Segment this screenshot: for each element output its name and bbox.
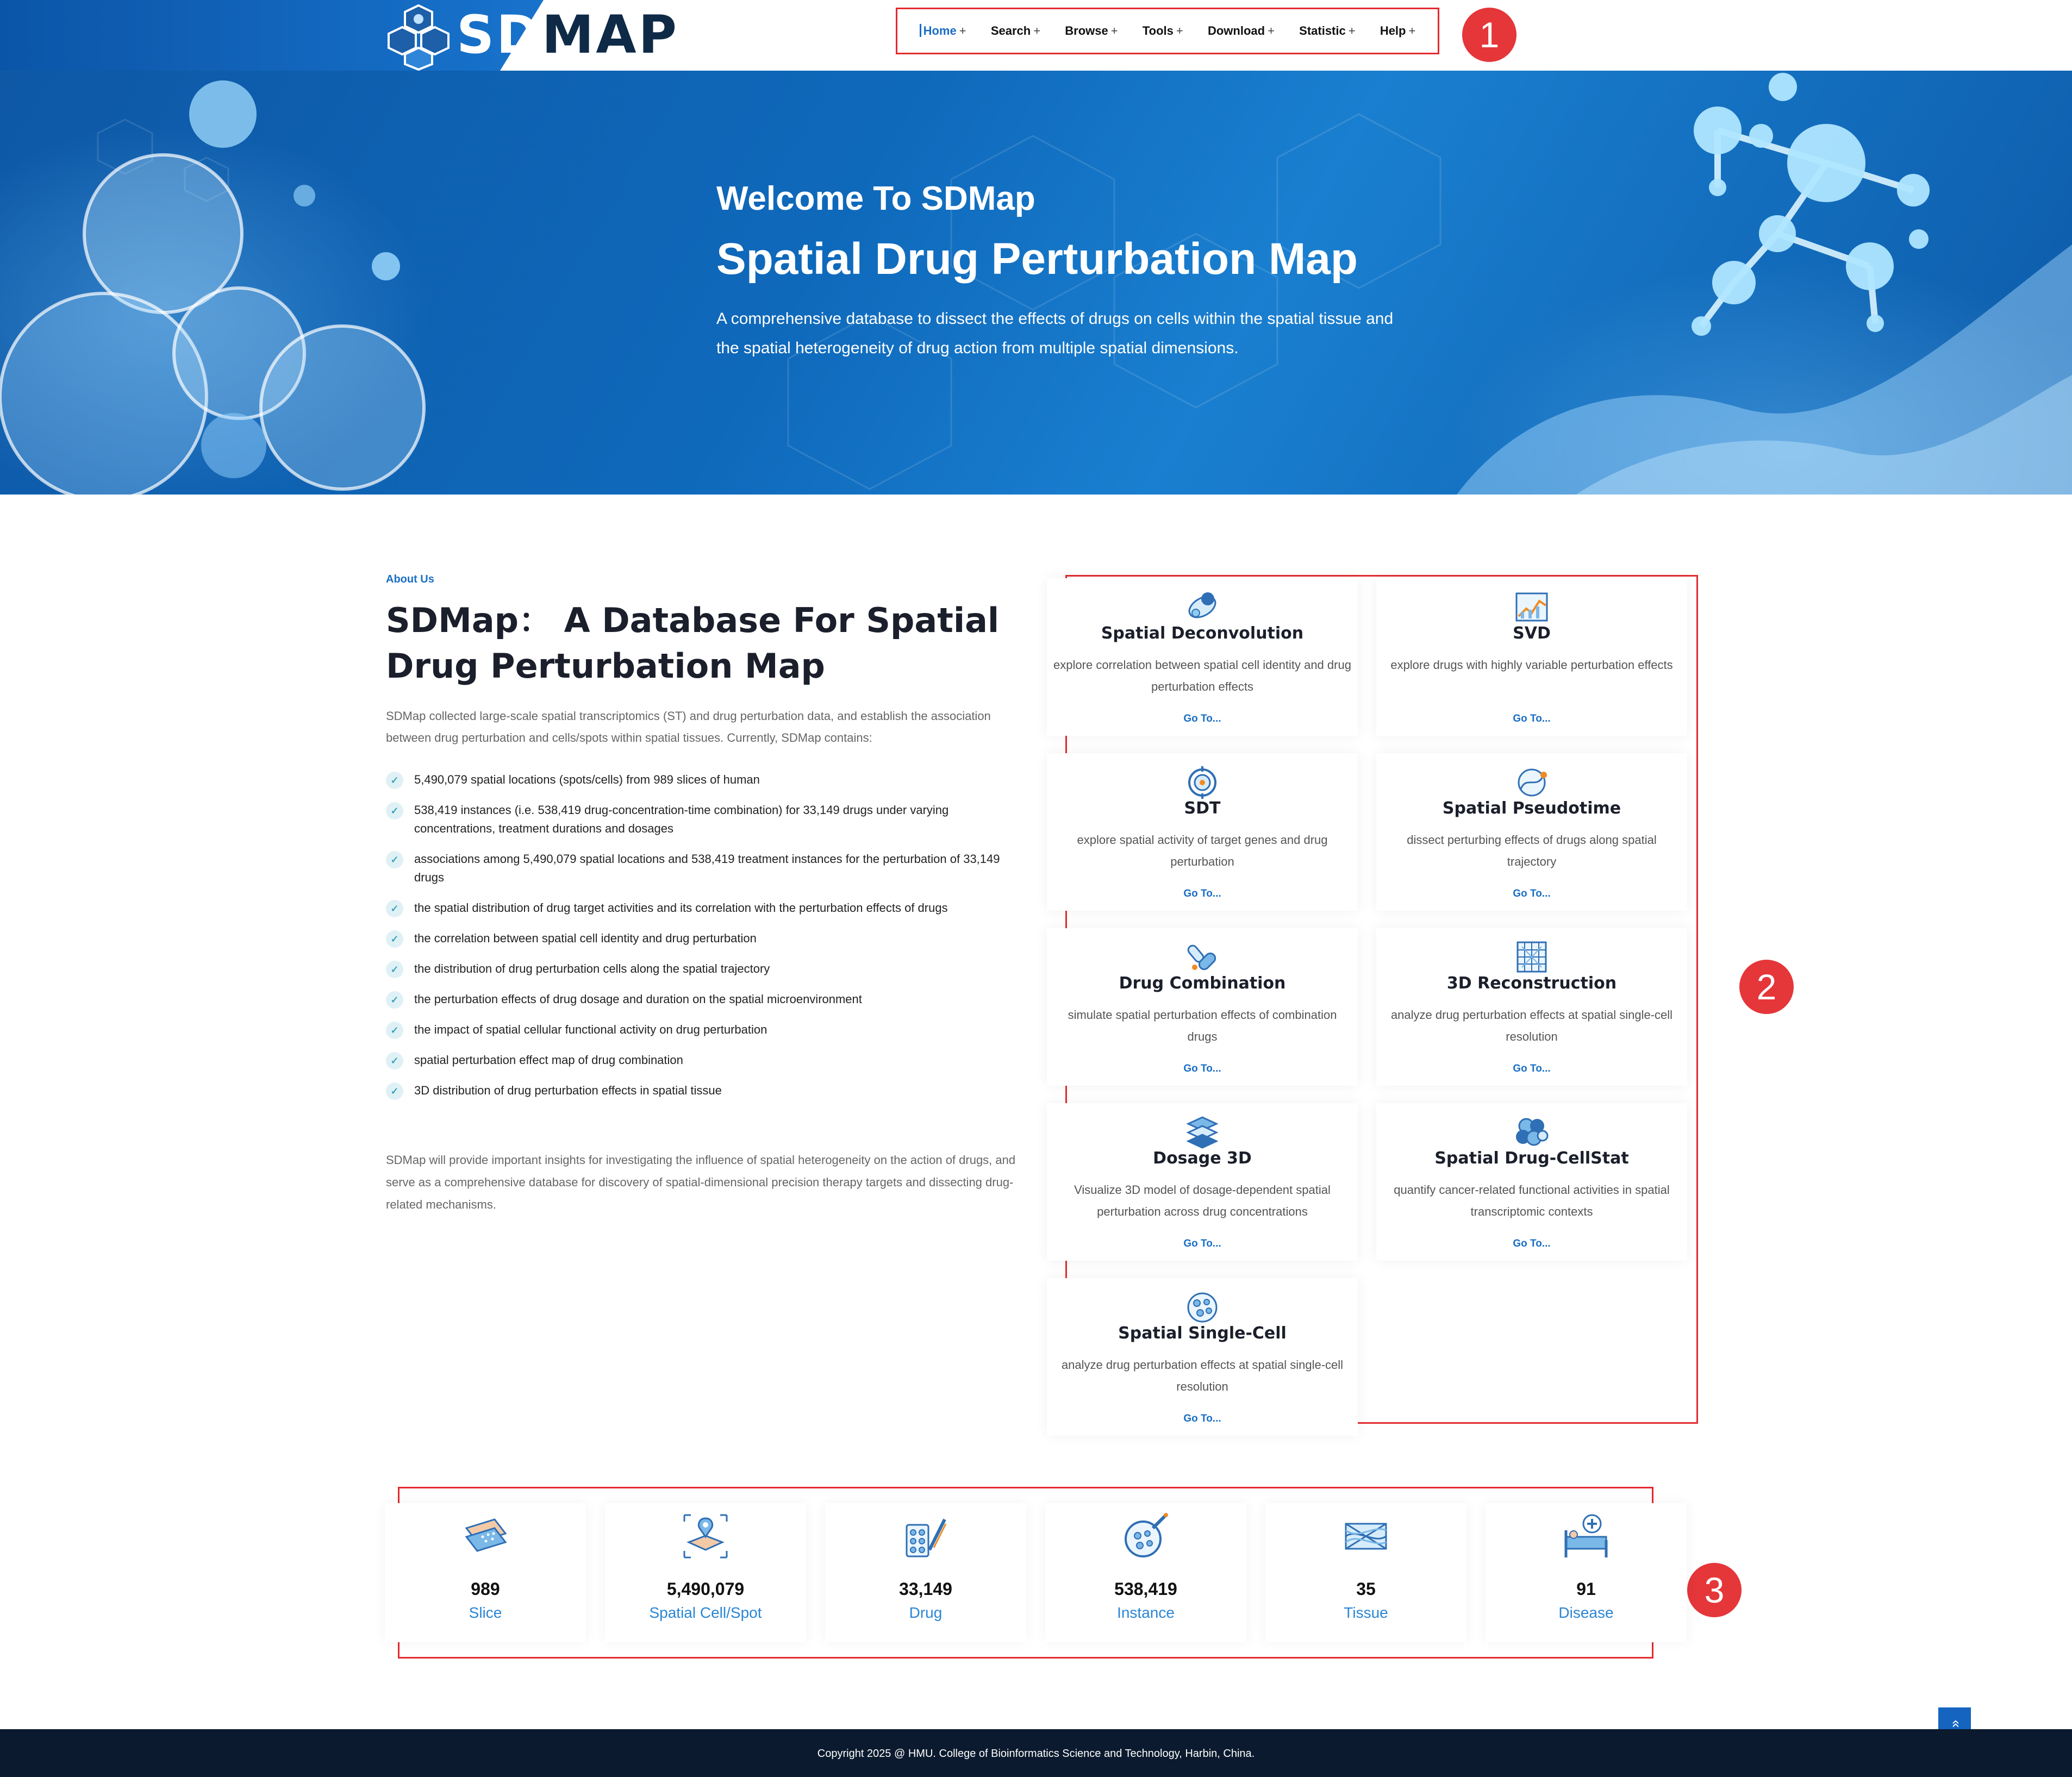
go-to-link[interactable]: Go To... xyxy=(1513,1238,1551,1249)
svd-chart-icon xyxy=(1513,589,1550,625)
annotation-marker-3: 3 xyxy=(1687,1563,1742,1617)
tool-card-drug-combination[interactable] xyxy=(1047,928,1358,1086)
feature-text: 3D distribution of drug perturbation effects in spatial tissue xyxy=(414,1084,722,1097)
nav-tools[interactable] xyxy=(1143,24,1183,38)
hero-banner xyxy=(0,71,2072,495)
target-icon xyxy=(1184,764,1221,800)
plus-icon: + xyxy=(1408,24,1416,37)
hero-welcome: Welcome To SDMap xyxy=(716,180,1035,217)
single-cell-icon xyxy=(1184,1289,1221,1325)
check-icon: ✓ xyxy=(386,802,403,819)
nav-home[interactable] xyxy=(920,24,966,38)
stat-value: 5,490,079 xyxy=(666,1579,745,1599)
stat-label: Disease xyxy=(1558,1604,1614,1621)
check-icon: ✓ xyxy=(386,961,403,978)
feature-text: the distribution of drug perturbation cells along the spatial trajectory xyxy=(414,962,770,975)
stat-card-spatial-cell-spot[interactable] xyxy=(605,1503,806,1642)
main-nav xyxy=(896,8,1439,54)
stat-label: Drug xyxy=(909,1604,943,1621)
plus-icon: + xyxy=(1033,24,1041,37)
stat-label: Slice xyxy=(469,1604,502,1621)
tool-desc: analyze drug perturbation effects at spatial single-cell resolution xyxy=(1061,1358,1344,1393)
check-icon: ✓ xyxy=(386,1083,403,1100)
tool-card-spatial-pseudotime[interactable] xyxy=(1376,753,1687,911)
tool-card-spatial-drug-cellstat[interactable] xyxy=(1376,1103,1687,1261)
check-icon: ✓ xyxy=(386,991,403,1009)
hero-description: A comprehensive database to dissect the effects of drugs on cells within the spatial tissue and the spatial heterogeneity of drug action from multiple spatial dimensions. xyxy=(716,310,1394,357)
stat-label: Tissue xyxy=(1344,1604,1388,1621)
nav-search-label: Search xyxy=(990,24,1031,37)
list-item xyxy=(386,850,1016,887)
pills-icon xyxy=(1184,939,1221,975)
tool-desc: simulate spatial perturbation effects of combination drugs xyxy=(1068,1008,1337,1043)
layers-icon xyxy=(1184,1114,1221,1150)
feature-text: spatial perturbation effect map of drug combination xyxy=(414,1053,683,1067)
plus-icon: + xyxy=(1268,24,1275,37)
tool-desc: analyze drug perturbation effects at spatial single-cell resolution xyxy=(1390,1008,1673,1043)
stat-card-drug[interactable] xyxy=(825,1503,1026,1642)
active-indicator xyxy=(920,24,921,37)
feature-text: associations among 5,490,079 spatial locations and 538,419 treatment instances for the perturbation of 33,149 drugs xyxy=(414,852,1000,884)
slice-icon xyxy=(461,1512,510,1561)
go-to-link[interactable]: Go To... xyxy=(1183,1238,1221,1249)
check-icon: ✓ xyxy=(386,1052,403,1069)
plus-icon: + xyxy=(1110,24,1118,37)
tool-card-sdt[interactable] xyxy=(1047,753,1358,911)
nav-help-label: Help xyxy=(1380,24,1406,37)
instance-icon xyxy=(1121,1512,1170,1561)
nav-tools-label: Tools xyxy=(1142,24,1174,37)
tool-title: Spatial Deconvolution xyxy=(1101,624,1304,643)
check-icon: ✓ xyxy=(386,900,403,917)
nav-help[interactable] xyxy=(1380,24,1416,38)
stat-label: Instance xyxy=(1117,1604,1175,1621)
list-item xyxy=(386,929,1016,948)
about-intro: SDMap collected large-scale spatial transcriptomics (ST) and drug perturbation data, and establish the association between drug perturbation and cells/spots within spatial tissues. Currently, SDMap contains: xyxy=(386,709,991,744)
tool-title: SVD xyxy=(1513,624,1551,643)
list-item xyxy=(386,801,1016,838)
stat-value: 33,149 xyxy=(899,1579,952,1599)
feature-text: the correlation between spatial cell identity and drug perturbation xyxy=(414,931,757,945)
about-title: SDMap： A Database For Spatial Drug Perturbation Map xyxy=(386,600,1000,686)
tool-title: Spatial Pseudotime xyxy=(1442,799,1621,818)
check-icon: ✓ xyxy=(386,930,403,948)
tissue-icon xyxy=(1341,1512,1390,1561)
plus-icon: + xyxy=(1176,24,1183,37)
annotation-marker-2: 2 xyxy=(1739,960,1794,1014)
go-to-link[interactable]: Go To... xyxy=(1513,1063,1551,1074)
tool-card-spatial-deconvolution[interactable] xyxy=(1047,578,1358,736)
spatial-spot-icon xyxy=(681,1512,730,1561)
stat-card-instance[interactable] xyxy=(1045,1503,1246,1642)
tool-card-spatial-single-cell[interactable] xyxy=(1047,1278,1358,1436)
tool-desc: dissect perturbing effects of drugs along spatial trajectory xyxy=(1407,833,1657,868)
footer xyxy=(0,1729,2072,1777)
tool-card-svd[interactable] xyxy=(1376,578,1687,736)
tool-desc: Visualize 3D model of dosage-dependent spatial perturbation across drug concentrations xyxy=(1074,1183,1331,1218)
double-chevron-up-icon: » xyxy=(1946,1719,1963,1728)
plus-icon: + xyxy=(1348,24,1356,37)
nav-browse-label: Browse xyxy=(1065,24,1108,37)
drug-icon xyxy=(901,1512,950,1561)
tool-title: 3D Reconstruction xyxy=(1446,974,1617,993)
about-tag: About Us xyxy=(386,573,434,585)
top-header xyxy=(0,0,2072,71)
nav-statistic-label: Statistic xyxy=(1299,24,1346,37)
go-to-link[interactable]: Go To... xyxy=(1513,713,1551,724)
stat-card-disease[interactable] xyxy=(1486,1503,1687,1642)
tool-title: Dosage 3D xyxy=(1153,1149,1252,1168)
nav-download[interactable] xyxy=(1208,24,1275,38)
feature-text: the impact of spatial cellular functional activity on drug perturbation xyxy=(414,1023,767,1036)
footer-copyright: Copyright 2025 @ HMU. College of Bioinformatics Science and Technology, Harbin, China. xyxy=(817,1748,1255,1760)
nav-download-label: Download xyxy=(1207,24,1265,37)
stat-value: 538,419 xyxy=(1114,1579,1177,1599)
tool-title: Spatial Single-Cell xyxy=(1118,1324,1287,1343)
cube-grid-icon xyxy=(1513,939,1550,975)
tool-card-3d-reconstruction[interactable] xyxy=(1376,928,1687,1086)
go-to-link[interactable]: Go To... xyxy=(1183,713,1221,724)
tool-desc: explore drugs with highly variable perturbation effects xyxy=(1390,658,1673,672)
pseudotime-icon xyxy=(1513,764,1550,800)
go-to-link[interactable]: Go To... xyxy=(1513,888,1551,899)
check-icon: ✓ xyxy=(386,1022,403,1039)
feature-text: 5,490,079 spatial locations (spots/cells) from 989 slices of human xyxy=(414,773,760,786)
nav-statistic[interactable] xyxy=(1299,24,1355,38)
nav-home-label: Home xyxy=(923,24,957,37)
stat-value: 989 xyxy=(471,1579,500,1599)
tool-title: Drug Combination xyxy=(1119,974,1286,993)
hero-title: Spatial Drug Perturbation Map xyxy=(716,234,1358,284)
feature-text: 538,419 instances (i.e. 538,419 drug-concentration-time combination) for 33,149 drugs under varying concentrations, treatment durations and dosages xyxy=(414,803,949,835)
list-item xyxy=(386,1051,1016,1069)
tool-title: Spatial Drug-CellStat xyxy=(1434,1149,1629,1168)
feature-text: the spatial distribution of drug target activities and its correlation with the perturbation effects of drugs xyxy=(414,901,948,915)
check-icon: ✓ xyxy=(386,851,403,868)
annotation-marker-1: 1 xyxy=(1462,8,1516,62)
feature-list xyxy=(386,771,1016,1112)
tool-desc: quantify cancer-related functional activities in spatial transcriptomic contexts xyxy=(1394,1183,1670,1218)
list-item xyxy=(386,771,1016,789)
about-outro: SDMap will provide important insights for investigating the influence of spatial heterogeneity on the action of drugs, and serve as a comprehensive database for discovery of spatial-dimensional precision therapy targets and dissecting drug-related mechanisms. xyxy=(386,1153,1016,1211)
cell-cluster-icon xyxy=(1513,1114,1550,1150)
tool-title: SDT xyxy=(1184,799,1221,818)
go-to-link[interactable]: Go To... xyxy=(1183,1413,1221,1424)
go-to-link[interactable]: Go To... xyxy=(1183,888,1221,899)
nav-search[interactable] xyxy=(991,24,1040,38)
nav-browse[interactable] xyxy=(1065,24,1118,38)
logo-text-sd: SD xyxy=(457,4,542,65)
stat-card-tissue[interactable] xyxy=(1265,1503,1466,1642)
feature-text: the perturbation effects of drug dosage and duration on the spatial microenvironment xyxy=(414,992,862,1006)
plus-icon: + xyxy=(959,24,966,37)
check-icon: ✓ xyxy=(386,772,403,789)
tool-desc: explore correlation between spatial cell identity and drug perturbation effects xyxy=(1053,658,1351,693)
spatial-deconvolution-icon xyxy=(1184,589,1221,625)
tool-card-dosage-3d[interactable] xyxy=(1047,1103,1358,1261)
stat-card-slice[interactable] xyxy=(385,1503,586,1642)
stat-label: Spatial Cell/Spot xyxy=(649,1604,762,1621)
logo-wordmark[interactable] xyxy=(457,2,679,67)
list-item xyxy=(386,1081,1016,1100)
stat-value: 91 xyxy=(1576,1579,1596,1599)
stat-value: 35 xyxy=(1356,1579,1376,1599)
go-to-link[interactable]: Go To... xyxy=(1183,1063,1221,1074)
list-item xyxy=(386,960,1016,978)
list-item xyxy=(386,990,1016,1009)
logo-text-map: MAP xyxy=(541,4,679,65)
list-item xyxy=(386,1021,1016,1039)
disease-icon xyxy=(1562,1512,1611,1561)
tool-desc: explore spatial activity of target genes and drug perturbation xyxy=(1077,833,1328,868)
list-item xyxy=(386,899,1016,917)
